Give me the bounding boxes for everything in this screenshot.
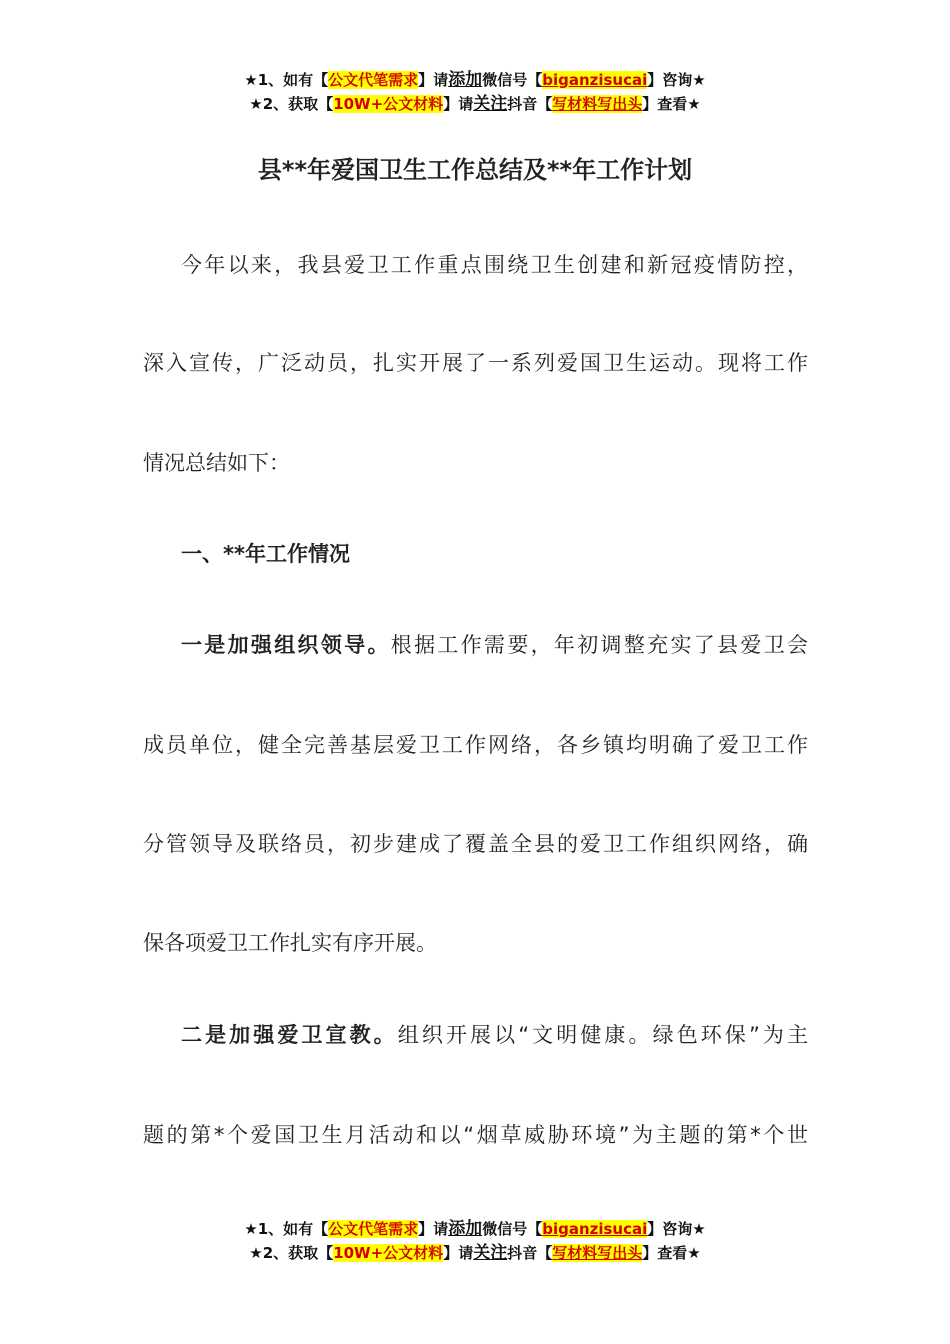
- banner-text: 】请: [443, 95, 474, 113]
- banner-text: 】请: [443, 1244, 474, 1262]
- item1-line-1: [181, 630, 808, 660]
- banner-line-2: [0, 92, 950, 116]
- intro-line-2: 深入宣传，广泛动员，扎实开展了一系列爱国卫生运动。现将工作: [143, 351, 808, 375]
- banner-text: 】咨询★: [647, 71, 706, 89]
- item2-line-1: [181, 1020, 808, 1050]
- highlight-ghostwriting: 公文代笔需求: [328, 1220, 419, 1238]
- banner-text: 微信号【: [482, 1220, 543, 1238]
- item1-lead: 一是加强组织领导。: [181, 633, 391, 657]
- banner-text: 】请: [418, 1220, 449, 1238]
- banner-line-1: [0, 68, 950, 92]
- banner-text: ★1、如有【: [244, 71, 329, 89]
- item1-line-4: 保各项爱卫工作扎实有序开展。: [143, 931, 437, 955]
- intro-line-3: 情况总结如下：: [143, 451, 290, 475]
- banner-text: 抖音【: [507, 1244, 553, 1262]
- item2-text: 组织开展以“文明健康。绿色环保”为主: [397, 1023, 808, 1047]
- document-title: 县**年爱国卫生工作总结及**年工作计划: [257, 156, 693, 184]
- banner-line-2: [0, 1241, 950, 1265]
- intro-line-1: 今年以来，我县爱卫工作重点围绕卫生创建和新冠疫情防控，: [181, 253, 808, 277]
- section-heading: 一、**年工作情况: [181, 542, 350, 566]
- item1-line-3: 分管领导及联络员，初步建成了覆盖全县的爱卫工作组织网络，确: [143, 832, 808, 856]
- banner-text: 抖音【: [507, 95, 553, 113]
- item1-text: 根据工作需要，年初调整充实了县爱卫会: [390, 633, 809, 657]
- banner-text: 微信号【: [482, 71, 543, 89]
- underlined-add: 添加: [448, 70, 483, 90]
- douyin-account-link[interactable]: 写材料写出头: [552, 95, 643, 113]
- douyin-account-link[interactable]: 写材料写出头: [552, 1244, 643, 1262]
- item2-lead: 二是加强爱卫宣教。: [181, 1023, 398, 1047]
- highlight-ghostwriting: 公文代笔需求: [328, 71, 419, 89]
- highlight-materials: 10W+公文材料: [333, 95, 444, 113]
- underlined-add: 添加: [448, 1219, 483, 1239]
- underlined-follow: 关注: [473, 94, 508, 114]
- wechat-id-link[interactable]: biganzisucai: [542, 1220, 648, 1238]
- banner-text: ★2、获取【: [249, 95, 334, 113]
- item2-line-2: 题的第*个爱国卫生月活动和以“烟草威胁环境”为主题的第*个世: [143, 1123, 808, 1147]
- banner-line-1: [0, 1217, 950, 1241]
- footer-banner: [0, 1217, 950, 1265]
- banner-text: ★1、如有【: [244, 1220, 329, 1238]
- banner-text: 】请: [418, 71, 449, 89]
- banner-text: 】查看★: [642, 1244, 701, 1262]
- wechat-id-link[interactable]: biganzisucai: [542, 71, 648, 89]
- item1-line-2: 成员单位，健全完善基层爱卫工作网络，各乡镇均明确了爱卫工作: [143, 733, 808, 757]
- highlight-materials: 10W+公文材料: [333, 1244, 444, 1262]
- banner-text: 】查看★: [642, 95, 701, 113]
- header-banner: [0, 68, 950, 116]
- banner-text: ★2、获取【: [249, 1244, 334, 1262]
- banner-text: 】咨询★: [647, 1220, 706, 1238]
- underlined-follow: 关注: [473, 1243, 508, 1263]
